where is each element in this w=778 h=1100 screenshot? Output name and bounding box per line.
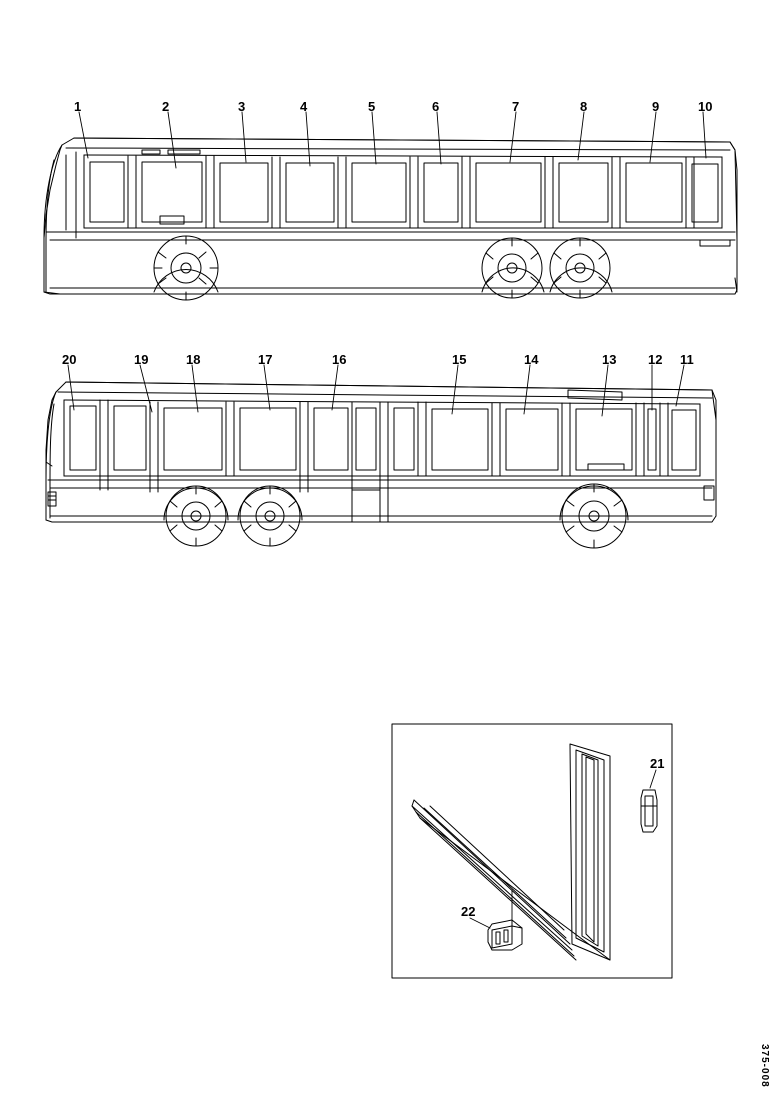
- detail-part-21: [641, 790, 657, 832]
- callout-15: 15: [452, 352, 467, 367]
- callout-4: 4: [300, 99, 308, 114]
- callout-2: 2: [162, 99, 170, 114]
- callout-13: 13: [602, 352, 617, 367]
- front-wheel-upper: [154, 236, 218, 300]
- callout-20: 20: [62, 352, 77, 367]
- callout-6: 6: [432, 99, 440, 114]
- detail-part-22: [488, 920, 522, 950]
- callout-19: 19: [134, 352, 149, 367]
- callout-11: 11: [680, 352, 694, 367]
- upper-bus-outline: [44, 138, 737, 300]
- callout-10: 10: [698, 99, 713, 114]
- callout-17: 17: [258, 352, 273, 367]
- callout-5: 5: [368, 99, 376, 114]
- lower-bus-outline: [46, 382, 716, 548]
- callout-16: 16: [332, 352, 347, 367]
- callout-21: 21: [650, 756, 665, 771]
- plate-code: 375-008: [759, 1044, 770, 1088]
- callout-7: 7: [512, 99, 520, 114]
- callout-3: 3: [238, 99, 246, 114]
- callout-14: 14: [524, 352, 539, 367]
- callout-8: 8: [580, 99, 588, 114]
- callout-12: 12: [648, 352, 663, 367]
- callout-9: 9: [652, 99, 660, 114]
- callout-18: 18: [186, 352, 201, 367]
- callout-1: 1: [74, 99, 82, 114]
- callout-22: 22: [461, 904, 476, 919]
- detail-box: [392, 724, 672, 978]
